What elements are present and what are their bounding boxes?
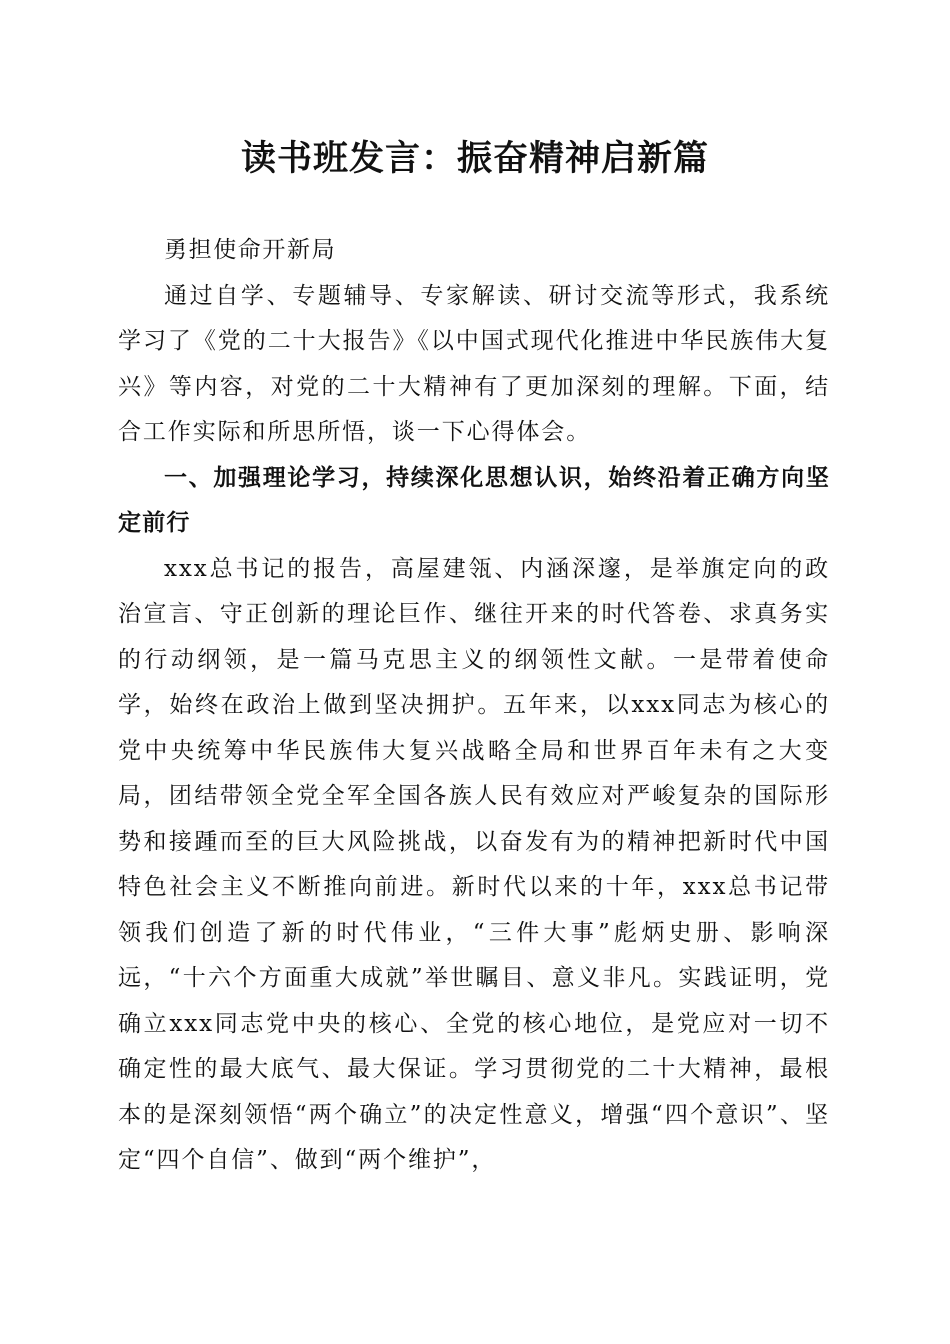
subtitle-paragraph: 勇担使命开新局	[164, 237, 337, 263]
intro-paragraph: 通过自学、专题辅导、专家解读、研讨交流等形式，我系统学习了《党的二十大报告》《以中国式现代化推进中华民族伟大复兴》等内容，对党的二十大精神有了更加深刻的理解。下面，结合工作实际和所思所悟，谈一下心得体会。	[118, 282, 830, 445]
section-heading: 一、加强理论学习，持续深化思想认识，始终沿着正确方向坚定前行	[118, 464, 830, 536]
section-body-paragraph: xxx总书记的报告，高屋建瓴、内涵深邃，是举旗定向的政治宣言、守正创新的理论巨作、继往开来的时代答卷、求真务实的行动纲领，是一篇马克思主义的纲领性文献。一是带着使命学，始终在政治上做到坚决拥护。五年来，以xxx同志为核心的党中央统筹中华民族伟大复兴战略全局和世界百年未有之大变局，团结带领全党全军全国各族人民有效应对严峻复杂的国际形势和接踵而至的巨大风险挑战，以奋发有为的精神把新时代中国特色社会主义不断推向前进。新时代以来的十年，xxx总书记带领我们创造了新的时代伟业，“三件大事”彪炳史册、影响深远，“十六个方面重大成就”举世瞩目、意义非凡。实践证明，党确立xxx同志党中央的核心、全党的核心地位，是党应对一切不确定性的最大底气、最大保证。学习贯彻党的二十大精神，最根本的是深刻领悟“两个确立”的决定性意义，增强“四个意识”、坚定“四个自信”、做到“两个维护”，	[118, 555, 830, 1173]
document-title: 读书班发言：振奋精神启新篇	[240, 138, 709, 179]
document-body	[118, 228, 830, 1184]
